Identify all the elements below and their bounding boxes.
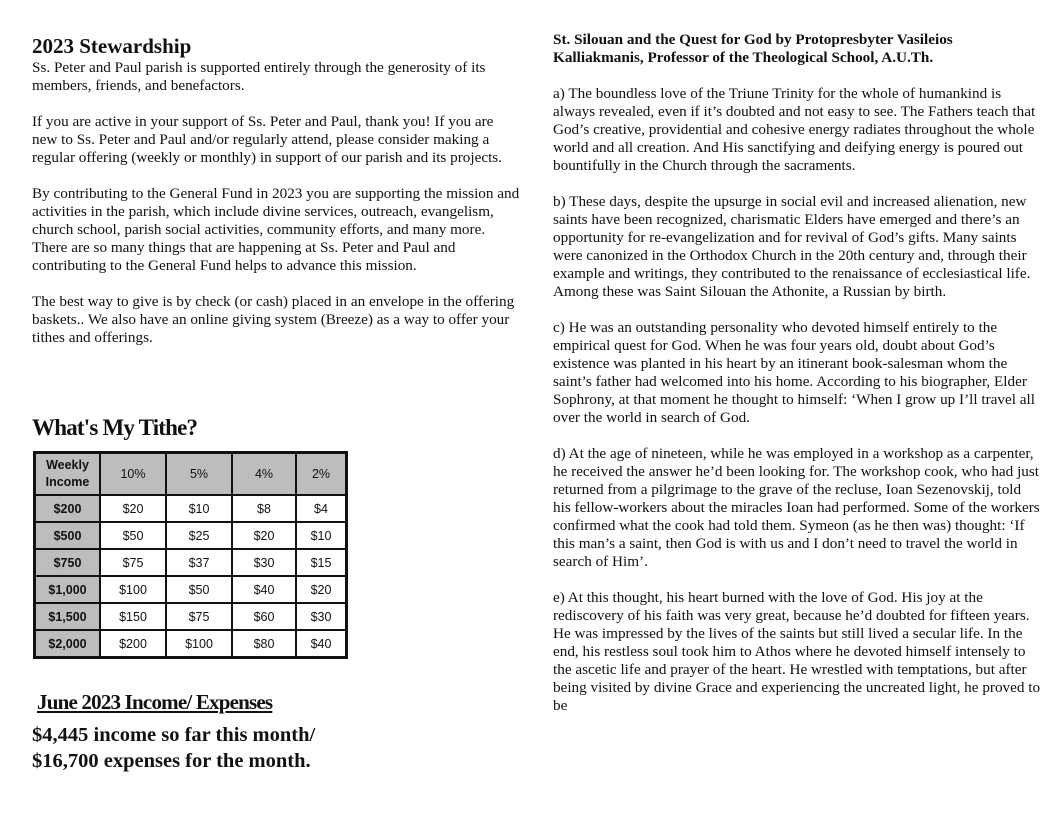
tithe-header-row bbox=[35, 453, 347, 496]
stewardship-paragraph: The best way to give is by check (or cash) placed in an envelope in the offering baskets.. We also have an online giving system (Breeze) as a way to offer your tithes and offerings. bbox=[32, 293, 515, 346]
stewardship-paragraph: If you are active in your support of Ss. Peter and Paul, thank you! If you are new to Ss. Peter and Paul and/or regularly attend, please consider making a regular offering (weekly or monthly) in support of our parish and its projects. bbox=[32, 113, 502, 166]
tithe-cell: $20 bbox=[100, 495, 166, 522]
tithe-cell: $40 bbox=[296, 630, 347, 658]
tithe-cell: $30 bbox=[232, 549, 296, 576]
tithe-cell: $4 bbox=[296, 495, 347, 522]
tithe-cell: $75 bbox=[166, 603, 232, 630]
tithe-cell: $50 bbox=[166, 576, 232, 603]
income-cell: $1,000 bbox=[35, 576, 101, 603]
tithe-cell: $37 bbox=[166, 549, 232, 576]
tithe-cell: $25 bbox=[166, 522, 232, 549]
article-paragraph: b) These days, despite the upsurge in social evil and increased alienation, new saints have been recognized, charismatic Elders have emerged and there’s an opportunity for re-evangelization and for revival of God’s gifts. Many saints were canonized in the Orthodox Church in the 20th century and, through their example and writings, they contributed to the renaissance of ecclesiastical life. Among these was Saint Silouan the Athonite, a Russian by birth. bbox=[553, 193, 1031, 300]
income-line: $4,445 income so far this month/ bbox=[32, 724, 316, 746]
table-row bbox=[35, 522, 347, 549]
article-paragraph: d) At the age of nineteen, while he was employed in a workshop as a carpenter, he received the answer he’d been looking for. The workshop cook, who had just returned from a pilgrimage to the grave of the recluse, Ioan Sezenovskij, told his fellow-workers about the miracles Ioan had performed. Some of the workers confirmed what the cook had told them. Symeon (as he then was) thought: ‘If this man’s a saint, then God is with us and I don’t need to travel the world in search of Him’. bbox=[553, 445, 1040, 570]
table-row bbox=[35, 495, 347, 522]
header-percent: 10% bbox=[100, 453, 166, 496]
tithe-cell: $60 bbox=[232, 603, 296, 630]
tithe-cell: $15 bbox=[296, 549, 347, 576]
tithe-cell: $30 bbox=[296, 603, 347, 630]
header-percent: 5% bbox=[166, 453, 232, 496]
stewardship-title: 2023 Stewardship bbox=[32, 34, 192, 58]
income-cell: $1,500 bbox=[35, 603, 101, 630]
table-row bbox=[35, 549, 347, 576]
table-row bbox=[35, 576, 347, 603]
income-cell: $200 bbox=[35, 495, 101, 522]
stewardship-section bbox=[32, 33, 522, 365]
tithe-table bbox=[33, 451, 348, 659]
table-row bbox=[35, 630, 347, 658]
expenses-line: $16,700 expenses for the month. bbox=[32, 750, 311, 772]
tithe-cell: $200 bbox=[100, 630, 166, 658]
article-paragraph: a) The boundless love of the Triune Trinity for the whole of humankind is always revealed, even if it’s doubted and not easy to see. The Fathers teach that God’s creative, providential and cohesive energy radiates throughout the whole world and all creation. And His sanctifying and deifying energy is poured out bountifully in the Church through the sacraments. bbox=[553, 85, 1036, 174]
header-percent: 4% bbox=[232, 453, 296, 496]
tithe-cell: $10 bbox=[296, 522, 347, 549]
article-section bbox=[553, 31, 1041, 733]
header-percent: 2% bbox=[296, 453, 347, 496]
table-row bbox=[35, 603, 347, 630]
tithe-cell: $100 bbox=[166, 630, 232, 658]
income-expenses-heading: June 2023 Income/ Expenses bbox=[37, 690, 273, 714]
income-cell: $2,000 bbox=[35, 630, 101, 658]
stewardship-paragraph: Ss. Peter and Paul parish is supported entirely through the generosity of its members, friends, and benefactors. bbox=[32, 59, 486, 94]
tithe-cell: $50 bbox=[100, 522, 166, 549]
tithe-heading: What's My Tithe? bbox=[32, 415, 198, 440]
stewardship-paragraph: By contributing to the General Fund in 2023 you are supporting the mission and activities in the parish, which include divine services, outreach, evangelism, church school, parish social activities, community efforts, and many more. There are so many things that are happening at Ss. Peter and Paul and contributing to the General Fund helps to advance this mission. bbox=[32, 185, 520, 274]
income-cell: $500 bbox=[35, 522, 101, 549]
tithe-cell: $75 bbox=[100, 549, 166, 576]
tithe-cell: $20 bbox=[232, 522, 296, 549]
header-weekly-income: Weekly Income bbox=[35, 453, 101, 496]
tithe-cell: $80 bbox=[232, 630, 296, 658]
tithe-cell: $10 bbox=[166, 495, 232, 522]
article-title: St. Silouan and the Quest for God by Protopresbyter Vasileios Kalliakmanis, Professor of the Theological School, A.U.Th. bbox=[553, 31, 953, 66]
article-paragraph: e) At this thought, his heart burned with the love of God. His joy at the rediscovery of his faith was very great, because he’d doubted for fifteen years. He was impressed by the lives of the saints but still lived a secular life. In the end, his restless soul took him to Athos where he devoted himself intensely to the ascetic life and prayer of the heart. He wrestled with temptations, but after being visited by divine Grace and experiencing the uncreated light, he proved to be bbox=[553, 589, 1041, 714]
tithe-cell: $40 bbox=[232, 576, 296, 603]
tithe-cell: $100 bbox=[100, 576, 166, 603]
article-paragraph: c) He was an outstanding personality who devoted himself entirely to the empirical quest for God. When he was four years old, doubt about God’s existence was planted in his heart by an itinerant book-salesman whom the saint’s father had welcomed into his home. According to his biographer, Elder Sophrony, at that moment he thought to himself: ‘When I grow up I’ll travel all over the world in search of God. bbox=[553, 319, 1035, 426]
tithe-cell: $150 bbox=[100, 603, 166, 630]
tithe-cell: $8 bbox=[232, 495, 296, 522]
income-cell: $750 bbox=[35, 549, 101, 576]
tithe-cell: $20 bbox=[296, 576, 347, 603]
